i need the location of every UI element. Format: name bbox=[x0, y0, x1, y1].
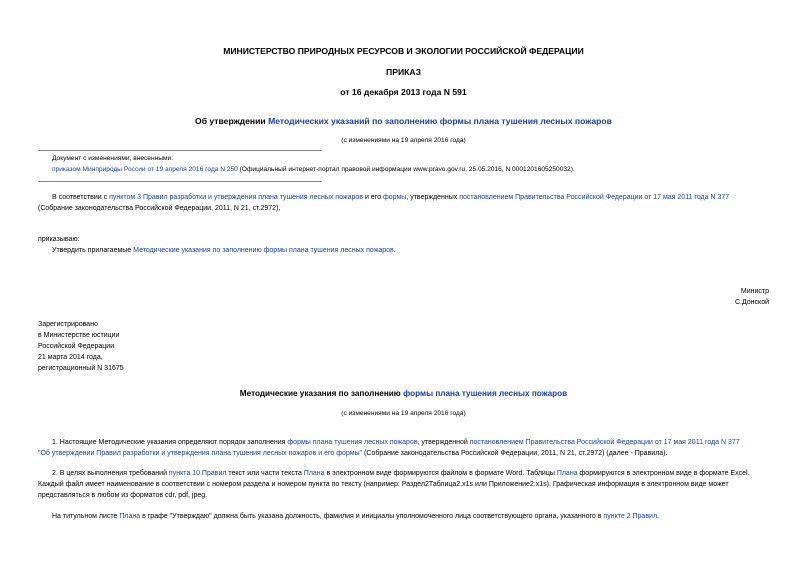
registration-line: Российской Федерации bbox=[38, 343, 115, 350]
paragraph-1-line-2 bbox=[38, 450, 667, 457]
registration-block bbox=[38, 319, 124, 374]
signature-name: С.Донской bbox=[734, 299, 769, 306]
guidelines-title bbox=[0, 389, 807, 398]
order-heading: ПРИКАЗ bbox=[386, 67, 421, 77]
order-title bbox=[0, 116, 807, 126]
rules-point-2-link[interactable]: пункте 2 Правил bbox=[603, 513, 658, 520]
amendments-bottom-rule bbox=[38, 181, 322, 182]
form-link[interactable]: формы bbox=[382, 194, 407, 201]
paragraph-2-line-3: представляться в любом из форматов cdr, pdf, jpeg. bbox=[38, 492, 208, 499]
registration-line: в Министерстве юстиции bbox=[38, 332, 120, 339]
paragraph-text: 1. Настоящие Методические указания определяют порядок заполнения bbox=[52, 439, 288, 446]
registration-line: регистрационный N 31675 bbox=[38, 365, 124, 372]
signature-position: Министр bbox=[740, 288, 769, 295]
plan-link[interactable]: Плана bbox=[303, 470, 325, 477]
order-title-link[interactable]: Методических указаний по заполнению формы плана тушения лесных пожаров bbox=[268, 116, 612, 126]
decree-377-link[interactable]: постановлением Правительства Российской Федерации от 17 мая 2011 года N 377 bbox=[469, 439, 740, 446]
guidelines-form-link[interactable]: формы плана тушения лесных пожаров bbox=[403, 389, 568, 398]
paragraph-2-line-1 bbox=[52, 470, 750, 477]
preamble-text: и его bbox=[363, 194, 383, 201]
preamble-line-1 bbox=[52, 194, 729, 201]
paragraph-1-line-1 bbox=[52, 439, 740, 446]
guidelines-changes-note: (с изменениями на 19 апреля 2016 года) bbox=[341, 410, 466, 417]
decree-title-link[interactable]: "Об утверждении Правил разработки и утверждения плана тушения лесных пожаров и его формы" bbox=[38, 450, 363, 457]
approve-line bbox=[52, 247, 396, 254]
order-date-number: от 16 декабря 2013 года N 591 bbox=[340, 87, 467, 97]
amendments-line bbox=[52, 166, 575, 173]
paragraph-text: формируются в электронном виде в формате Excel. bbox=[577, 470, 750, 477]
amendments-source: (Официальный интернет-портал правовой информации www.pravo.gov.ru, 25.05.2016, N 0001201605250032). bbox=[237, 166, 575, 173]
paragraph-text: в электронном виде формируются файлом в формате Word. Таблицы bbox=[324, 470, 557, 477]
preamble-text: , утвержденных bbox=[406, 194, 460, 201]
paragraph-text: (Собрание законодательства Российской Федерации, 2011, N 21, ст.2972) (далее - Правила). bbox=[362, 450, 668, 457]
plan-link[interactable]: Плана bbox=[556, 470, 578, 477]
plan-form-link[interactable]: формы плана тушения лесных пожаров bbox=[287, 439, 418, 446]
amendments-top-rule bbox=[38, 150, 322, 151]
paragraph-3 bbox=[52, 513, 659, 520]
approve-text: Утвердить прилагаемые bbox=[52, 247, 134, 254]
paragraph-2-line-2: Каждый файл имеет наименование в соответствии с номером раздела и номером пункта по тексту (например: Раздел2Таблица2.x1s или Приложение2.x1s). Графическая информация в электронном виде может bbox=[38, 481, 729, 488]
paragraph-text: 2. В целях выполнения требований bbox=[52, 470, 169, 477]
guidelines-link[interactable]: Методические указания по заполнению формы плана тушения лесных пожаров bbox=[133, 247, 394, 254]
amendments-link[interactable]: приказом Минприроды России от 19 апреля 2016 года N 250 bbox=[52, 166, 238, 173]
plan-link[interactable]: Плана bbox=[119, 513, 141, 520]
preamble-text: В соответствии с bbox=[52, 194, 110, 201]
ministry-heading: МИНИСТЕРСТВО ПРИРОДНЫХ РЕСУРСОВ И ЭКОЛОГИИ РОССИЙСКОЙ ФЕДЕРАЦИИ bbox=[223, 46, 584, 56]
amendments-label: Документ с изменениями, внесенными: bbox=[52, 155, 174, 162]
paragraph-text: , утвержденной bbox=[417, 439, 470, 446]
rules-point-3-link[interactable]: пунктом 3 Правил разработки и утверждения плана тушения лесных пожаров bbox=[109, 194, 363, 201]
preamble-line-2: (Собрание законодательства Российской Федерации, 2011, N 21, ст.2972), bbox=[38, 205, 281, 212]
rules-point-10-link[interactable]: пункта 10 Правил bbox=[168, 470, 227, 477]
guidelines-title-prefix: Методические указания по заполнению bbox=[239, 389, 404, 398]
government-decree-link[interactable]: постановлением Правительства Российской Федерации от 17 мая 2011 года N 377 bbox=[459, 194, 730, 201]
registration-line: 21 марта 2014 года, bbox=[38, 354, 103, 361]
paragraph-text: в графе "Утверждаю" должна быть указана должность, фамилия и инициалы уполномоченного лица соответствующего органа, указанного в bbox=[140, 513, 604, 520]
order-title-prefix: Об утверждении bbox=[195, 116, 269, 126]
paragraph-text: . bbox=[657, 513, 659, 520]
registration-line: Зарегистрировано bbox=[38, 321, 98, 328]
paragraph-text: На титульном листе bbox=[52, 513, 120, 520]
paragraph-text: текст или части текста bbox=[226, 470, 304, 477]
order-word: приказываю: bbox=[38, 236, 80, 243]
order-changes-note: (с изменениями на 19 апреля 2016 года) bbox=[341, 137, 466, 144]
approve-suffix: . bbox=[393, 247, 396, 254]
